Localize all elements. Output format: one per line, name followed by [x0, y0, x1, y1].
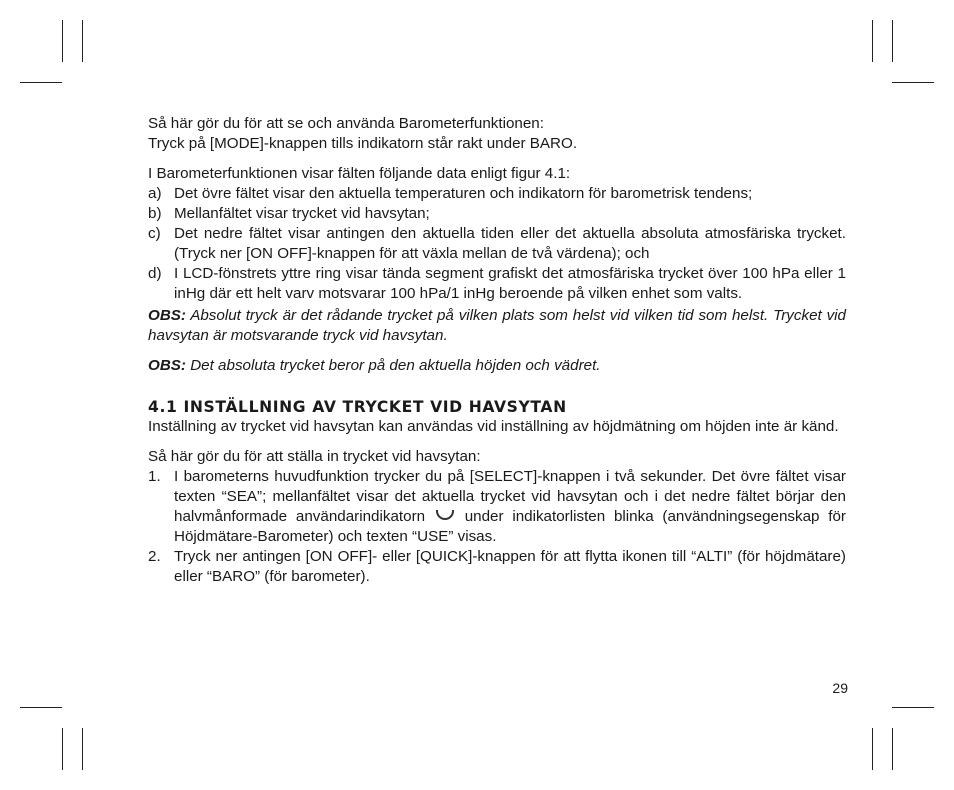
crop-mark	[20, 82, 62, 83]
crop-mark	[62, 20, 63, 62]
crop-mark	[82, 20, 83, 62]
note-text: Det absoluta trycket beror på den aktuella höjden och vädret.	[190, 357, 601, 374]
note	[148, 306, 846, 346]
list-text: I LCD-fönstrets yttre ring visar tända segment grafiskt det atmosfäriska trycket över 100 hPa eller 1 inHg där ett helt varv motsvarar 100 hPa/1 inHg beroende på vilken enhet som valts.	[174, 265, 846, 302]
list-marker: d)	[148, 265, 162, 282]
crop-mark	[62, 728, 63, 770]
spacer	[148, 154, 846, 164]
intro-line: Så här gör du för att se och använda Barometerfunktionen:	[148, 115, 544, 132]
crop-mark	[872, 20, 873, 62]
crop-mark	[892, 707, 934, 708]
note	[148, 356, 846, 376]
list-marker: c)	[148, 225, 161, 242]
fields-intro: I Barometerfunktionen visar fälten följande data enligt figur 4.1:	[148, 165, 571, 182]
crop-mark	[892, 82, 934, 83]
note-text: Absolut tryck är det rådande trycket på vilken plats som helst vid vilken tid som helst. Trycket vid havsytan är motsvarande tryck vid havsytan.	[148, 307, 846, 344]
list-item	[148, 184, 846, 204]
crop-mark	[892, 728, 893, 770]
intro-line: Tryck på [MODE]-knappen tills indikatorn står rakt under BARO.	[148, 135, 578, 152]
note-label: OBS:	[148, 357, 186, 374]
page-number: 29	[832, 680, 848, 696]
step-item	[148, 547, 846, 587]
spacer	[148, 437, 846, 447]
section-paragraph: Inställning av trycket vid havsytan kan användas vid inställning av höjdmätning om höjden inte är känd.	[148, 418, 839, 435]
list-marker: b)	[148, 205, 162, 222]
list-item	[148, 224, 846, 264]
crop-mark	[892, 20, 893, 62]
half-moon-icon	[436, 510, 454, 520]
step-marker: 2.	[148, 548, 161, 565]
step-marker: 1.	[148, 468, 161, 485]
crop-mark	[82, 728, 83, 770]
step-item	[148, 467, 846, 547]
section-heading: 4.1 INSTÄLLNING AV TRYCKET VID HAVSYTAN	[148, 398, 567, 416]
step-text: I barometerns huvudfunktion trycker du på [SELECT]-knappen i två sekunder. Det övre fältet visar texten “SEA”; mellanfältet visar det aktuella trycket vid havsytan och i det nedre fältet börjar den halvmånformade användarindikatorn	[174, 468, 846, 525]
list-item	[148, 204, 846, 224]
step-text: under indikatorlisten blinka (användningsegenskap för Höjdmätare-Barometer) och texten “USE” visas.	[174, 508, 846, 545]
steps-intro: Så här gör du för att ställa in trycket vid havsytan:	[148, 448, 481, 465]
spacer	[148, 346, 846, 356]
list-marker: a)	[148, 185, 162, 202]
list-text: Mellanfältet visar trycket vid havsytan;	[174, 205, 430, 222]
crop-mark	[872, 728, 873, 770]
step-text: Tryck ner antingen [ON OFF]- eller [QUICK]-knappen för att flytta ikonen till “ALTI” (för höjdmätare) eller “BARO” (för barometer).	[174, 548, 846, 585]
list-text: Det nedre fältet visar antingen den aktuella tiden eller det aktuella absoluta atmosfäriska trycket. (Tryck ner [ON OFF]-knappen för att växla mellan de två värdena); och	[174, 225, 846, 262]
crop-mark	[20, 707, 62, 708]
list-item	[148, 264, 846, 304]
list-text: Det övre fältet visar den aktuella temperaturen och indikatorn för barometrisk tendens;	[174, 185, 753, 202]
page-content	[148, 114, 846, 587]
spacer	[148, 376, 846, 397]
note-label: OBS:	[148, 307, 186, 324]
